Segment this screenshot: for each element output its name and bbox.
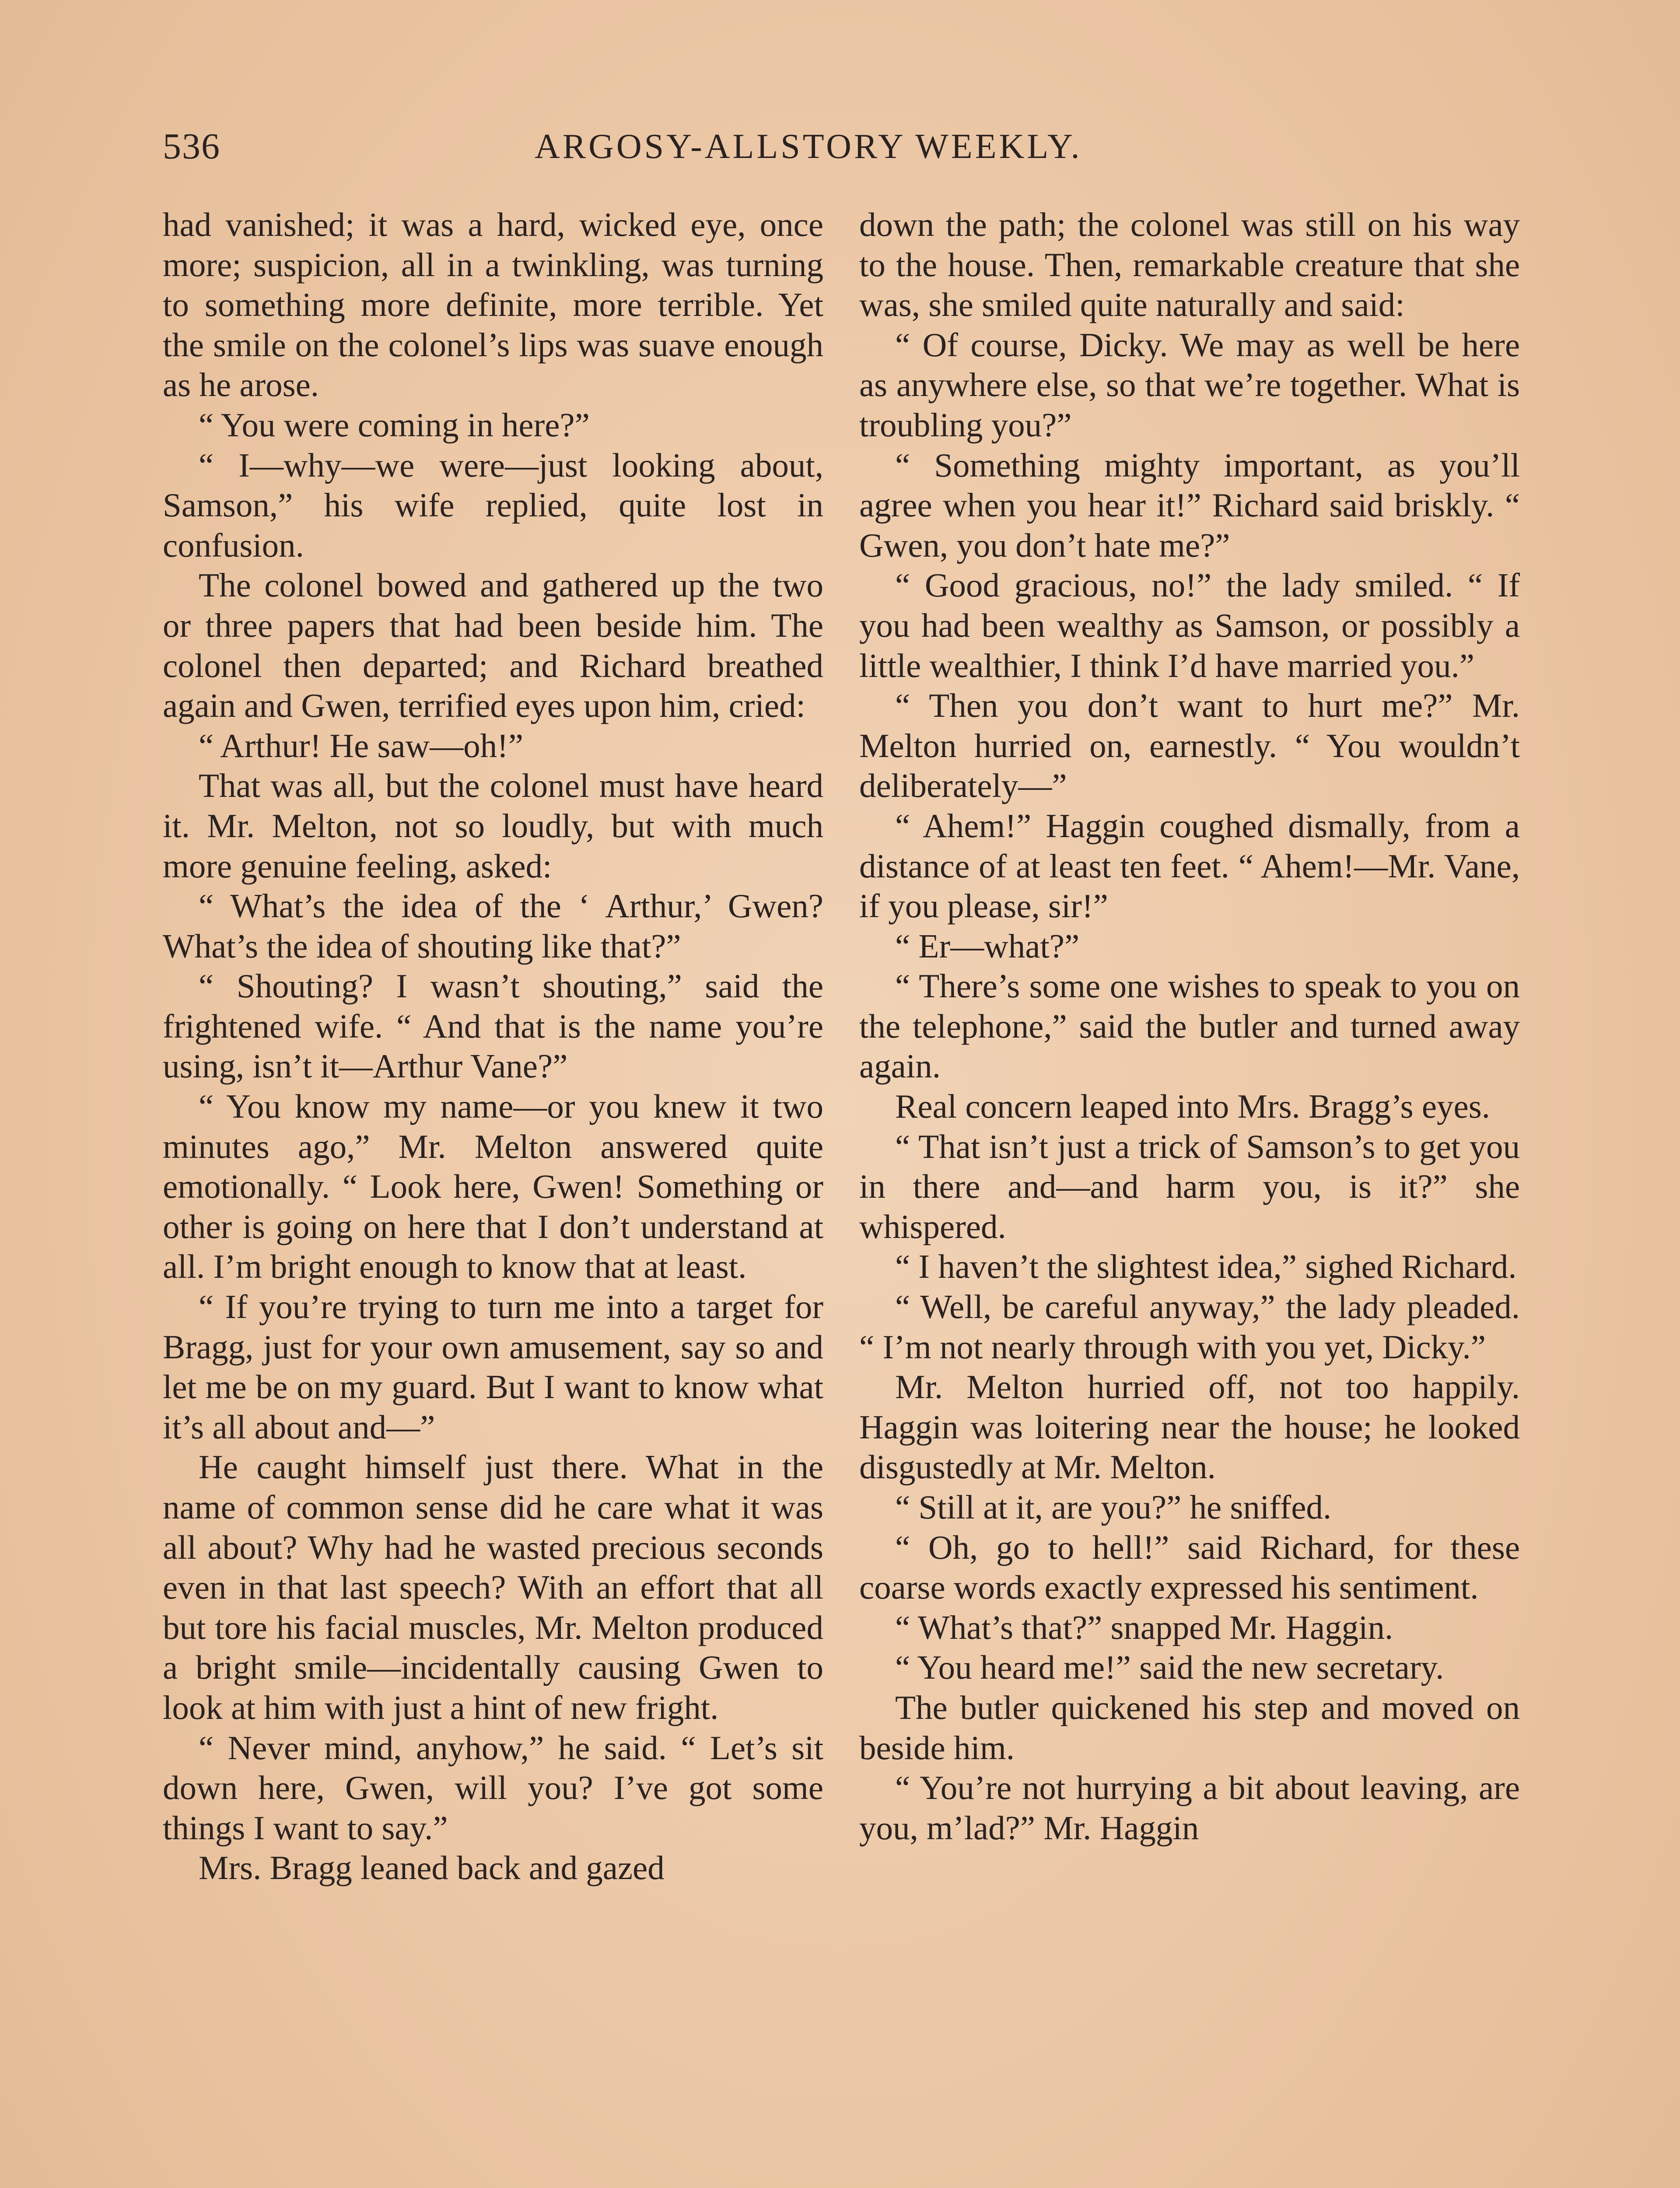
paragraph: “ You’re not hurrying a bit about leaving, are you, m’lad?” Mr. Haggin: [859, 1769, 1520, 1847]
paragraph: “ Of course, Dicky. We may as well be here as anywhere else, so that we’re together. What is troubling you?”: [859, 326, 1520, 444]
paragraph: “ Ahem!” Haggin coughed dismally, from a distance of at least ten feet. “ Ahem!—Mr. Vane, if you please, sir!”: [859, 806, 1520, 925]
paragraph: “ Then you don’t want to hurt me?” Mr. Melton hurried on, earnestly. “ You wouldn’t deliberately—”: [859, 687, 1520, 805]
paragraph: The butler quickened his step and moved on beside him.: [859, 1688, 1520, 1767]
paragraph: “ There’s some one wishes to speak to you on the telephone,” said the butler and turned away again.: [859, 967, 1520, 1085]
paragraph: That was all, but the colonel must have heard it. Mr. Melton, not so loudly, but with much more genuine feeling, asked:: [163, 767, 823, 885]
paragraph: “ Still at it, are you?” he sniffed.: [895, 1488, 1332, 1526]
paragraph: “ You know my name—or you knew it two minutes ago,” Mr. Melton answered quite emotionally. “ Look here, Gwen! Something or other is going on here that I don’t understand at all. I’m bright enough to know that at least.: [163, 1087, 823, 1286]
page-header: [163, 118, 1519, 184]
left-text-column: [163, 205, 823, 1888]
running-head: ARGOSY-ALLSTORY WEEKLY.: [535, 127, 1082, 166]
paragraph: “ That isn’t just a trick of Samson’s to get you in there and—and harm you, is it?” she whispered.: [859, 1127, 1520, 1245]
paragraph: “ What’s the idea of the ‘ Arthur,’ Gwen? What’s the idea of shouting like that?”: [163, 887, 823, 965]
paragraph: “ You were coming in here?”: [199, 406, 590, 444]
paragraph: Mr. Melton hurried off, not too happily. Haggin was loitering near the house; he looked disgustedly at Mr. Melton.: [859, 1368, 1520, 1486]
paragraph: “ Er—what?”: [895, 927, 1080, 965]
paragraph: “ Oh, go to hell!” said Richard, for these coarse words exactly expressed his sentiment.: [859, 1528, 1520, 1606]
paragraph: “ Shouting? I wasn’t shouting,” said the frightened wife. “ And that is the name you’re using, isn’t it—Arthur Vane?”: [163, 967, 823, 1085]
paragraph: “ I haven’t the slightest idea,” sighed Richard.: [895, 1248, 1517, 1286]
paragraph: Mrs. Bragg leaned back and gazed: [199, 1849, 665, 1887]
paragraph: “ Something mighty important, as you’ll agree when you hear it!” Richard said briskly. “ Gwen, you don’t hate me?”: [859, 446, 1520, 564]
paragraph: The colonel bowed and gathered up the two or three papers that had been beside him. The colonel then departed; and Richard breathed again and Gwen, terrified eyes upon him, cried:: [163, 566, 823, 725]
paragraph: “ Arthur! He saw—oh!”: [199, 726, 523, 764]
paragraph: “ What’s that?” snapped Mr. Haggin.: [895, 1608, 1393, 1646]
right-text-column: [859, 205, 1520, 1848]
paragraph: “ Never mind, anyhow,” he said. “ Let’s sit down here, Gwen, will you? I’ve got some things I want to say.”: [163, 1729, 823, 1847]
page-number: 536: [163, 126, 220, 167]
paragraph: “ You heard me!” said the new secretary.: [895, 1648, 1444, 1687]
paragraph: He caught himself just there. What in the name of common sense did he care what it was all about? Why had he wasted precious seconds even in that last speech? With an effort that all but tore his facial muscles, Mr. Melton produced a bright smile—incidentally causing Gwen to look at him with just a hint of new fright.: [163, 1448, 823, 1726]
paragraph: “ Good gracious, no!” the lady smiled. “ If you had been wealthy as Samson, or possibly a little wealthier, I think I’d have married you.”: [859, 566, 1520, 684]
paragraph: “ If you’re trying to turn me into a target for Bragg, just for your own amusement, say so and let me be on my guard. But I want to know what it’s all about and—”: [163, 1288, 823, 1446]
paragraph: “ I—why—we were—just looking about, Samson,” his wife replied, quite lost in confusion.: [163, 446, 823, 564]
paragraph: down the path; the colonel was still on his way to the house. Then, remarkable creature that she was, she smiled quite naturally and said:: [859, 206, 1520, 324]
paragraph: “ Well, be careful anyway,” the lady pleaded. “ I’m not nearly through with you yet, Dicky.”: [859, 1288, 1520, 1366]
paragraph: Real concern leaped into Mrs. Bragg’s eyes.: [895, 1087, 1490, 1126]
paragraph: had vanished; it was a hard, wicked eye, once more; suspicion, all in a twinkling, was turning to something more definite, more terrible. Yet the smile on the colonel’s lips was suave enough as he arose.: [163, 206, 823, 404]
